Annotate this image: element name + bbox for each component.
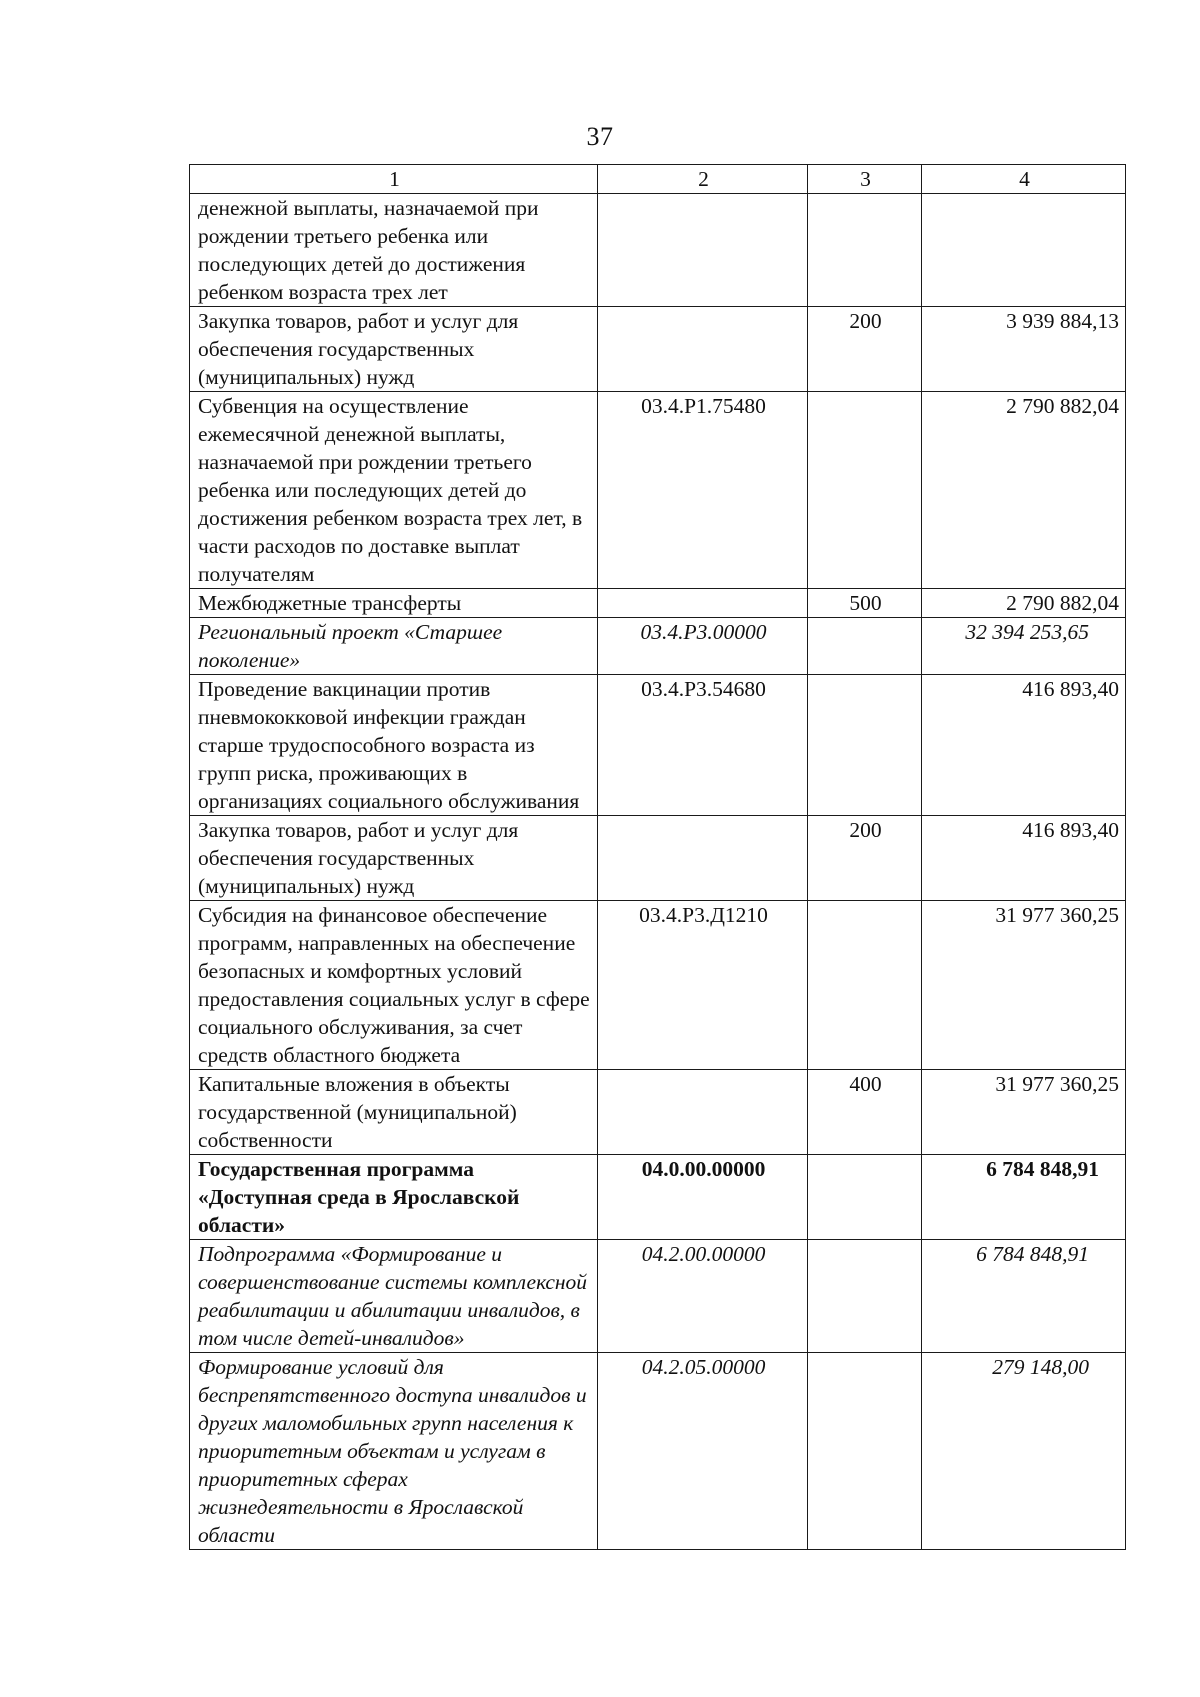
row-code-cell: 04.0.00.00000 bbox=[598, 1155, 808, 1240]
table-row bbox=[190, 1070, 1126, 1155]
table-row bbox=[190, 816, 1126, 901]
budget-table bbox=[189, 164, 1126, 1550]
row-name-cell: Межбюджетные трансферты bbox=[190, 589, 598, 618]
table-row bbox=[190, 194, 1126, 307]
row-code-cell bbox=[598, 816, 808, 901]
table-row bbox=[190, 1353, 1126, 1550]
row-amount-cell: 279 148,00 bbox=[922, 1353, 1126, 1550]
table-row bbox=[190, 1240, 1126, 1353]
row-amount-cell: 31 977 360,25 bbox=[922, 901, 1126, 1070]
row-name-cell: Закупка товаров, работ и услуг для обеспечения государственных (муниципальных) нужд bbox=[190, 307, 598, 392]
row-name-cell: Субсидия на финансовое обеспечение программ, направленных на обеспечение безопасных и комфортных условий предоставления социальных услуг в сфере социального обслуживания, за счет средств областного бюджета bbox=[190, 901, 598, 1070]
row-code-cell: 03.4.Р3.54680 bbox=[598, 675, 808, 816]
table-row bbox=[190, 675, 1126, 816]
row-amount-cell bbox=[922, 194, 1126, 307]
row-code-cell bbox=[598, 589, 808, 618]
row-type-cell: 200 bbox=[808, 816, 922, 901]
row-type-cell bbox=[808, 194, 922, 307]
row-type-cell: 400 bbox=[808, 1070, 922, 1155]
row-amount-cell: 416 893,40 bbox=[922, 675, 1126, 816]
row-type-cell bbox=[808, 1240, 922, 1353]
row-amount-cell: 6 784 848,91 bbox=[922, 1240, 1126, 1353]
table-row bbox=[190, 901, 1126, 1070]
row-type-cell bbox=[808, 392, 922, 589]
row-amount-cell: 6 784 848,91 bbox=[922, 1155, 1126, 1240]
row-name-cell: Субвенция на осуществление ежемесячной денежной выплаты, назначаемой при рождении третьего ребенка или последующих детей до достижения ребенком возраста трех лет, в части расходов по доставке выплат получателям bbox=[190, 392, 598, 589]
row-name-cell: Закупка товаров, работ и услуг для обеспечения государственных (муниципальных) нужд bbox=[190, 816, 598, 901]
row-amount-cell: 2 790 882,04 bbox=[922, 589, 1126, 618]
row-type-cell bbox=[808, 675, 922, 816]
row-type-cell bbox=[808, 1353, 922, 1550]
row-code-cell bbox=[598, 307, 808, 392]
table-row bbox=[190, 307, 1126, 392]
row-amount-cell: 3 939 884,13 bbox=[922, 307, 1126, 392]
row-type-cell bbox=[808, 618, 922, 675]
row-name-cell: Подпрограмма «Формирование и совершенствование системы комплексной реабилитации и абилитации инвалидов, в том числе детей-инвалидов» bbox=[190, 1240, 598, 1353]
row-type-cell bbox=[808, 1155, 922, 1240]
row-code-cell: 04.2.05.00000 bbox=[598, 1353, 808, 1550]
column-header-2: 2 bbox=[598, 165, 808, 194]
table-header-row bbox=[190, 165, 1126, 194]
table-row bbox=[190, 1155, 1126, 1240]
row-name-cell: Капитальные вложения в объекты государственной (муниципальной) собственности bbox=[190, 1070, 598, 1155]
row-name-cell: Проведение вакцинации против пневмококковой инфекции граждан старше трудоспособного возраста из групп риска, проживающих в организациях социального обслуживания bbox=[190, 675, 598, 816]
row-name-cell: Государственная программа «Доступная среда в Ярославской области» bbox=[190, 1155, 598, 1240]
row-code-cell: 03.4.Р3.00000 bbox=[598, 618, 808, 675]
table-row bbox=[190, 392, 1126, 589]
row-code-cell: 03.4.Р3.Д1210 bbox=[598, 901, 808, 1070]
row-code-cell: 04.2.00.00000 bbox=[598, 1240, 808, 1353]
row-code-cell: 03.4.Р1.75480 bbox=[598, 392, 808, 589]
table-row bbox=[190, 589, 1126, 618]
row-code-cell bbox=[598, 194, 808, 307]
row-amount-cell: 32 394 253,65 bbox=[922, 618, 1126, 675]
column-header-3: 3 bbox=[808, 165, 922, 194]
column-header-1: 1 bbox=[190, 165, 598, 194]
row-amount-cell: 31 977 360,25 bbox=[922, 1070, 1126, 1155]
row-amount-cell: 416 893,40 bbox=[922, 816, 1126, 901]
table-row bbox=[190, 618, 1126, 675]
row-amount-cell: 2 790 882,04 bbox=[922, 392, 1126, 589]
page-number: 37 bbox=[586, 122, 614, 151]
row-name-cell: Региональный проект «Старшее поколение» bbox=[190, 618, 598, 675]
row-type-cell: 500 bbox=[808, 589, 922, 618]
row-name-cell: Формирование условий для беспрепятственного доступа инвалидов и других маломобильных групп населения к приоритетным объектам и услугам в приоритетных сферах жизнедеятельности в Ярославской области bbox=[190, 1353, 598, 1550]
row-type-cell bbox=[808, 901, 922, 1070]
row-name-cell: денежной выплаты, назначаемой при рождении третьего ребенка или последующих детей до достижения ребенком возраста трех лет bbox=[190, 194, 598, 307]
row-type-cell: 200 bbox=[808, 307, 922, 392]
column-header-4: 4 bbox=[922, 165, 1126, 194]
row-code-cell bbox=[598, 1070, 808, 1155]
